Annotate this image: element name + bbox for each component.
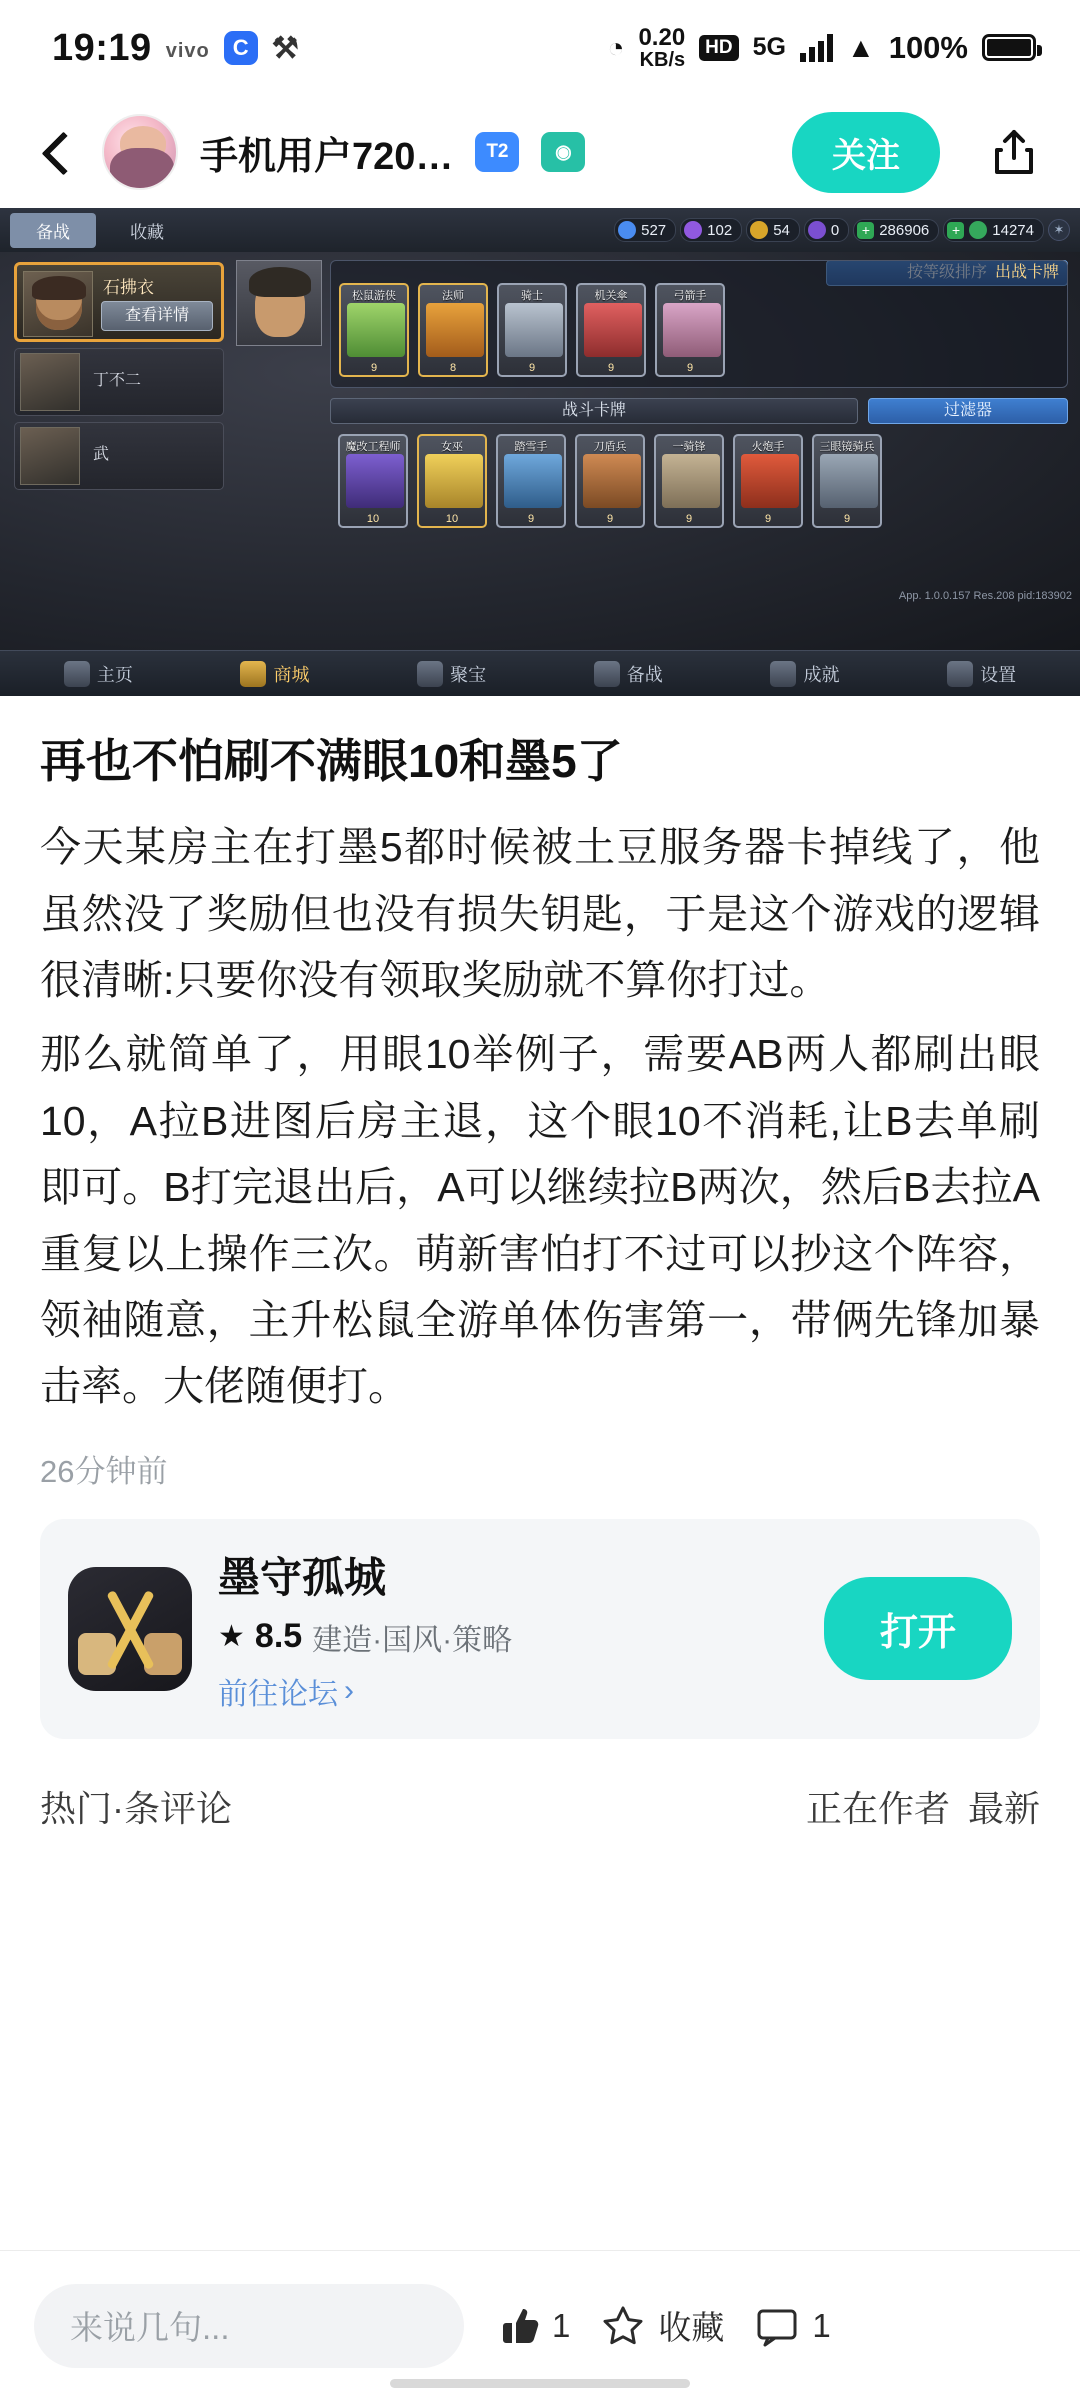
card-name: 法师 — [442, 290, 464, 302]
status-bar-right — [607, 23, 1036, 72]
resource-medal-value: 54 — [773, 221, 790, 239]
resource-shard-value: 102 — [707, 221, 733, 239]
card-item[interactable] — [812, 434, 882, 528]
comment-icon — [754, 2303, 800, 2349]
network-speed-value: 0.20 — [638, 23, 686, 51]
bottom-action-bar — [0, 2250, 1080, 2400]
game-badge-icon: ◉ — [541, 132, 585, 172]
shop-icon — [240, 661, 266, 687]
favorite-label: 收藏 — [658, 2309, 725, 2346]
username[interactable]: 手机用户720… — [200, 135, 454, 178]
card-art — [741, 454, 799, 508]
card-art — [505, 303, 563, 357]
game-info — [218, 1545, 798, 1713]
filter-button[interactable]: 过滤器 — [868, 398, 1068, 424]
battle-cards-label: 出战卡牌 — [994, 264, 1059, 281]
level-badge-icon: T2 — [475, 132, 519, 172]
card-art — [662, 454, 720, 508]
game-nav-settings[interactable] — [947, 661, 1016, 687]
game-nav-shop[interactable] — [240, 661, 309, 687]
card-name: 魔改工程师 — [345, 441, 401, 453]
hero-3-name: 武 — [93, 446, 110, 463]
network-speed — [638, 23, 686, 72]
app-badge-icon: C — [224, 31, 258, 65]
wifi-icon: ▲ — [846, 31, 875, 63]
hero-card-selected[interactable] — [14, 262, 224, 342]
card-art — [426, 303, 484, 357]
card-name: 踏雪手 — [514, 441, 548, 453]
card-level: 9 — [527, 513, 535, 525]
card-level: 9 — [686, 362, 694, 374]
home-icon — [64, 661, 90, 687]
article-body — [0, 696, 1080, 1491]
card-art — [346, 454, 404, 508]
card-level: 9 — [685, 513, 693, 525]
hero-3-portrait — [20, 427, 80, 485]
card-name: 机关傘 — [594, 290, 628, 302]
card-art — [820, 454, 878, 508]
network-speed-unit: KB/s — [639, 49, 686, 72]
card-level: 9 — [370, 362, 378, 374]
deck-label: 战斗卡牌 — [330, 398, 858, 424]
article-paragraph: 今天某房主在打墨5都时候被土豆服务器卡掉线了，他虽然没了奖励但也没有损失钥匙，于是这个游戏的逻辑很清晰:只要你没有领取奖励就不算你打过。 — [40, 824, 1040, 1003]
post-timestamp: 26分钟前 — [40, 1453, 168, 1489]
resource-medal[interactable] — [746, 218, 800, 242]
comment-button[interactable] — [754, 2303, 830, 2349]
favorite-button[interactable] — [600, 2302, 724, 2349]
resource-gold[interactable]: + 14274 — [943, 218, 1044, 242]
game-bottom-nav — [0, 650, 1080, 696]
game-tab-prepare[interactable]: 备战 — [10, 213, 96, 248]
gear-icon — [947, 661, 973, 687]
signal-icon — [800, 34, 833, 62]
game-nav-prepare-label: 备战 — [626, 664, 663, 685]
game-promo-card[interactable] — [40, 1519, 1040, 1739]
game-nav-achievement-label: 成就 — [803, 664, 840, 685]
like-button[interactable] — [494, 2303, 570, 2349]
page-title: 再也不怕刷不满眼10和墨5了 — [40, 735, 623, 787]
status-bar-left — [52, 27, 299, 70]
game-top-bar — [0, 208, 1080, 252]
hero-detail-button[interactable]: 查看详情 — [101, 301, 213, 331]
game-nav-home-label: 主页 — [96, 664, 133, 685]
hero-portrait — [23, 271, 93, 337]
card-art — [663, 303, 721, 357]
hero-name: 石拂衣 — [103, 278, 154, 297]
game-nav-home[interactable] — [64, 661, 133, 687]
card-name: 三眼镜骑兵 — [819, 441, 875, 453]
card-name: 弓箭手 — [673, 290, 707, 302]
card-level: 10 — [445, 513, 459, 525]
card-level: 10 — [366, 513, 380, 525]
card-item[interactable] — [733, 434, 803, 528]
game-tags: 建造·国风·策略 — [312, 1623, 513, 1657]
card-art — [583, 454, 641, 508]
card-item[interactable] — [654, 434, 724, 528]
comment-sort-options — [806, 1787, 1040, 1827]
card-item[interactable] — [418, 283, 488, 377]
game-icon — [68, 1567, 192, 1691]
home-indicator — [390, 2379, 690, 2388]
battery-percent: 100% — [888, 29, 968, 65]
resource-gem-value: 527 — [641, 221, 667, 239]
game-score: 8.5 — [254, 1617, 303, 1656]
prepare-icon — [594, 661, 620, 687]
deck-cards-row — [338, 434, 1060, 528]
thumbs-up-icon — [494, 2303, 540, 2349]
deck-cards-panel — [330, 430, 1068, 532]
status-bar — [0, 0, 1080, 96]
game-meta — [218, 1615, 798, 1659]
hero-2-portrait — [20, 353, 80, 411]
comment-count-label: 热门·条评论 — [40, 1788, 232, 1827]
deck-bar — [330, 398, 1068, 424]
card-item[interactable] — [338, 434, 408, 528]
card-level: 9 — [607, 362, 615, 374]
status-time: 19:19 — [52, 26, 152, 69]
resource-gem[interactable] — [614, 218, 676, 242]
card-item[interactable] — [576, 283, 646, 377]
resource-ticket-value: 0 — [830, 221, 840, 239]
hero-card-2[interactable] — [14, 348, 224, 416]
game-nav-shop-label: 商城 — [273, 664, 310, 685]
resource-coin[interactable]: + 286906 — [853, 219, 939, 242]
network-type: 5G — [752, 33, 786, 62]
speedometer-icon: ◔ — [607, 31, 625, 63]
open-game-button[interactable]: 打开 — [824, 1577, 1012, 1680]
game-tab-collection[interactable]: 收藏 — [130, 222, 164, 242]
card-level: 9 — [764, 513, 772, 525]
card-name: 松鼠游侠 — [352, 290, 396, 302]
comment-section-header — [0, 1787, 1080, 1827]
card-name: 一骑锋 — [672, 441, 706, 453]
chevron-right-icon: › — [344, 1673, 354, 1707]
hero-2-name: 丁不二 — [93, 372, 142, 389]
card-item[interactable] — [655, 283, 725, 377]
comment-input[interactable]: 来说几句... — [34, 2284, 464, 2368]
card-art — [347, 303, 405, 357]
card-art — [425, 454, 483, 508]
star-icon: ★ — [218, 1620, 245, 1654]
follow-button[interactable]: 关注 — [792, 112, 940, 193]
resource-shard[interactable] — [680, 218, 742, 242]
hero-card-3[interactable] — [14, 422, 224, 490]
game-nav-treasure-label: 聚宝 — [450, 664, 487, 685]
resource-ticket[interactable] — [804, 218, 849, 242]
back-icon[interactable] — [34, 129, 80, 175]
game-nav-prepare[interactable] — [594, 661, 663, 687]
card-level: 9 — [528, 362, 536, 374]
share-icon[interactable] — [988, 126, 1040, 178]
card-level: 8 — [449, 362, 457, 374]
battle-cards-panel — [330, 260, 1068, 388]
star-outline-icon — [600, 2303, 646, 2349]
game-nav-settings-label: 设置 — [980, 664, 1017, 685]
card-level: 9 — [606, 513, 614, 525]
article-paragraph: 那么就简单了，用眼10举例子，需要AB两人都刷出眼10，A拉B进图后房主退，这个眼10不消耗,让B去单刷即可。B打完退出后，A可以继续拉B两次，然后B去拉A重复以上操作三次。萌新害怕打不过可以抄这个阵容，领袖随意，主升松鼠全游单体伤害第一，带俩先锋加暴击率。大佬随便打。 — [40, 1031, 1040, 1410]
comment-filter-newest[interactable]: 最新 — [967, 1788, 1040, 1827]
card-name: 女巫 — [441, 441, 463, 453]
hero-large-portrait — [236, 260, 322, 346]
avatar[interactable] — [102, 114, 178, 190]
game-nav-treasure[interactable] — [417, 661, 486, 687]
achievement-icon — [770, 661, 796, 687]
tools-icon: ⚒ — [271, 31, 299, 65]
vivo-logo: vivo — [165, 39, 210, 62]
top-nav — [0, 96, 1080, 208]
comment-count: 1 — [812, 2306, 831, 2344]
card-name: 骑士 — [521, 290, 543, 302]
hd-icon: HD — [699, 35, 738, 61]
comment-filter-author[interactable]: 正在作者 — [805, 1788, 950, 1827]
card-item[interactable] — [496, 434, 566, 528]
post-image-game-screenshot[interactable] — [0, 208, 1080, 696]
card-name: 火炮手 — [751, 441, 785, 453]
card-item[interactable] — [339, 283, 409, 377]
battle-cards-row — [339, 283, 1059, 377]
card-art — [504, 454, 562, 508]
card-level: 9 — [843, 513, 851, 525]
game-body — [0, 252, 1080, 650]
card-art — [584, 303, 642, 357]
game-resources — [614, 218, 1070, 242]
game-name: 墨守孤城 — [218, 1553, 387, 1601]
resource-gold-value: 14274 — [992, 221, 1034, 239]
treasure-icon — [417, 661, 443, 687]
card-item[interactable] — [497, 283, 567, 377]
game-nav-achievement[interactable] — [770, 661, 839, 687]
game-settings-icon[interactable]: ✶ — [1048, 219, 1070, 241]
app-version-text: App. 1.0.0.157 Res.208 pid:183902 — [898, 590, 1072, 602]
resource-coin-value: 286906 — [879, 221, 930, 239]
card-item[interactable] — [417, 434, 487, 528]
like-count: 1 — [552, 2306, 571, 2344]
card-item[interactable] — [575, 434, 645, 528]
forum-link-label: 前往论坛 — [218, 1677, 338, 1711]
battery-icon — [982, 34, 1036, 61]
card-name: 刀盾兵 — [593, 441, 627, 453]
forum-link[interactable] — [218, 1669, 798, 1713]
